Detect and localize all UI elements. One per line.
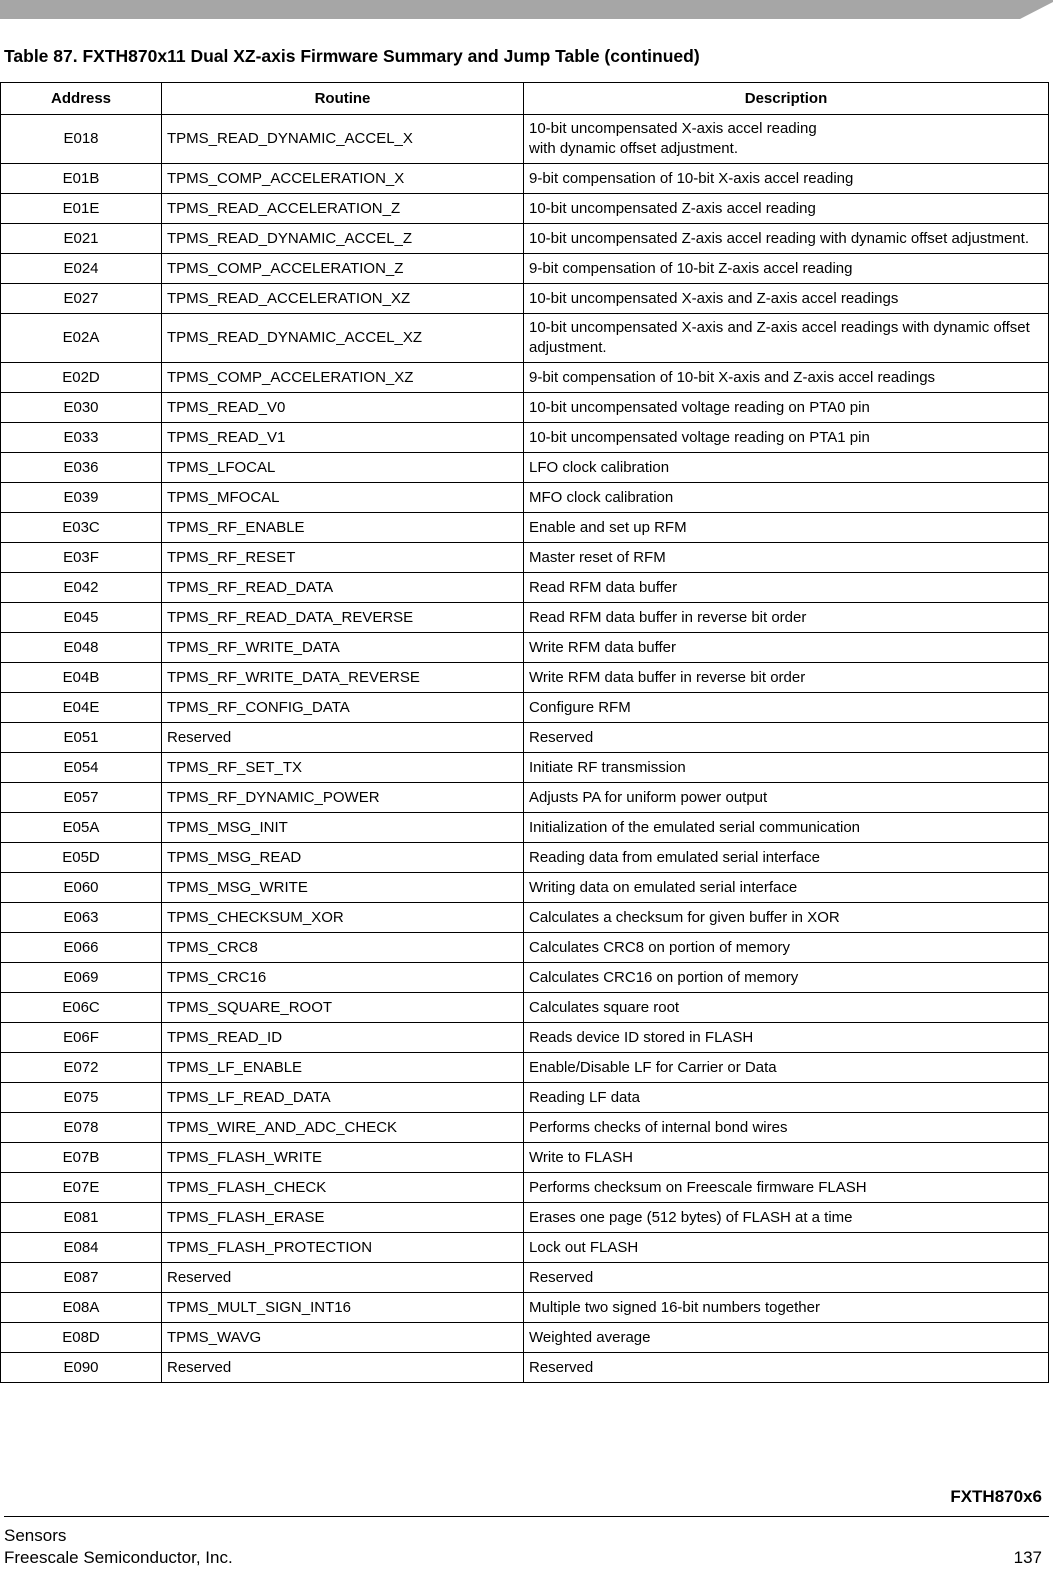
routine-cell: TPMS_WAVG — [162, 1323, 524, 1353]
table-row — [1, 813, 1049, 843]
description-cell: 10-bit uncompensated X-axis and Z-axis accel readings with dynamic offset adjustment. — [524, 314, 1049, 363]
address-cell: E02D — [1, 363, 162, 393]
routine-cell: TPMS_READ_ACCELERATION_XZ — [162, 284, 524, 314]
description-cell: Weighted average — [524, 1323, 1049, 1353]
routine-cell: Reserved — [162, 723, 524, 753]
address-cell: E036 — [1, 453, 162, 483]
table-row — [1, 1143, 1049, 1173]
address-cell: E08A — [1, 1293, 162, 1323]
table-row — [1, 363, 1049, 393]
routine-cell: TPMS_LF_READ_DATA — [162, 1083, 524, 1113]
description-cell: 10-bit uncompensated Z-axis accel reading — [524, 194, 1049, 224]
description-cell: 9-bit compensation of 10-bit Z-axis accel reading — [524, 254, 1049, 284]
address-cell: E018 — [1, 115, 162, 164]
description-cell: 9-bit compensation of 10-bit X-axis accel reading — [524, 164, 1049, 194]
column-header-address: Address — [1, 83, 162, 115]
footer-divider — [4, 1516, 1049, 1517]
footer-category: Sensors — [4, 1526, 67, 1545]
routine-cell: TPMS_LFOCAL — [162, 453, 524, 483]
table-row — [1, 1233, 1049, 1263]
table-row — [1, 1053, 1049, 1083]
description-cell: Calculates a checksum for given buffer in XOR — [524, 903, 1049, 933]
address-cell: E07B — [1, 1143, 162, 1173]
description-cell: Read RFM data buffer — [524, 573, 1049, 603]
table-row — [1, 633, 1049, 663]
routine-cell: TPMS_FLASH_PROTECTION — [162, 1233, 524, 1263]
description-cell: Calculates CRC8 on portion of memory — [524, 933, 1049, 963]
table-title: Table 87. FXTH870x11 Dual XZ-axis Firmware Summary and Jump Table (continued) — [4, 46, 700, 66]
description-cell: Write RFM data buffer in reverse bit order — [524, 663, 1049, 693]
table-row — [1, 663, 1049, 693]
description-cell: 10-bit uncompensated X-axis and Z-axis accel readings — [524, 284, 1049, 314]
routine-cell: TPMS_READ_V0 — [162, 393, 524, 423]
table-row — [1, 194, 1049, 224]
description-cell: Calculates CRC16 on portion of memory — [524, 963, 1049, 993]
address-cell: E024 — [1, 254, 162, 284]
description-cell: Read RFM data buffer in reverse bit order — [524, 603, 1049, 633]
description-cell: Reserved — [524, 1263, 1049, 1293]
address-cell: E072 — [1, 1053, 162, 1083]
description-cell: Enable/Disable LF for Carrier or Data — [524, 1053, 1049, 1083]
table-row — [1, 753, 1049, 783]
address-cell: E01E — [1, 194, 162, 224]
footer-company: Freescale Semiconductor, Inc. — [4, 1548, 233, 1567]
table-row — [1, 224, 1049, 254]
routine-cell: TPMS_READ_V1 — [162, 423, 524, 453]
address-cell: E02A — [1, 314, 162, 363]
description-cell: Write RFM data buffer — [524, 633, 1049, 663]
table-row — [1, 254, 1049, 284]
description-cell: Reserved — [524, 723, 1049, 753]
routine-cell: TPMS_MULT_SIGN_INT16 — [162, 1293, 524, 1323]
routine-cell: TPMS_CHECKSUM_XOR — [162, 903, 524, 933]
routine-cell: TPMS_CRC8 — [162, 933, 524, 963]
footer-part-number: FXTH870x6 — [950, 1487, 1042, 1506]
routine-cell: TPMS_RF_READ_DATA_REVERSE — [162, 603, 524, 633]
address-cell: E021 — [1, 224, 162, 254]
table-row — [1, 1113, 1049, 1143]
description-cell: Adjusts PA for uniform power output — [524, 783, 1049, 813]
table-header-row — [1, 83, 1049, 115]
table-row — [1, 903, 1049, 933]
routine-cell: TPMS_RF_ENABLE — [162, 513, 524, 543]
address-cell: E090 — [1, 1353, 162, 1383]
table-row — [1, 723, 1049, 753]
table-row — [1, 1323, 1049, 1353]
routine-cell: TPMS_RF_READ_DATA — [162, 573, 524, 603]
table-row — [1, 843, 1049, 873]
address-cell: E063 — [1, 903, 162, 933]
description-cell: Performs checks of internal bond wires — [524, 1113, 1049, 1143]
table-row — [1, 453, 1049, 483]
address-cell: E075 — [1, 1083, 162, 1113]
table-row — [1, 1173, 1049, 1203]
description-cell: Multiple two signed 16-bit numbers together — [524, 1293, 1049, 1323]
address-cell: E05A — [1, 813, 162, 843]
routine-cell: TPMS_FLASH_CHECK — [162, 1173, 524, 1203]
address-cell: E066 — [1, 933, 162, 963]
address-cell: E057 — [1, 783, 162, 813]
description-cell: Writing data on emulated serial interface — [524, 873, 1049, 903]
routine-cell: TPMS_RF_WRITE_DATA_REVERSE — [162, 663, 524, 693]
description-cell: 10-bit uncompensated X-axis accel reading with dynamic offset adjustment. — [524, 115, 1049, 164]
table-row — [1, 573, 1049, 603]
table-row — [1, 873, 1049, 903]
routine-cell: TPMS_FLASH_WRITE — [162, 1143, 524, 1173]
table-body — [1, 115, 1049, 1383]
address-cell: E08D — [1, 1323, 162, 1353]
routine-cell: TPMS_READ_DYNAMIC_ACCEL_Z — [162, 224, 524, 254]
address-cell: E084 — [1, 1233, 162, 1263]
description-cell: MFO clock calibration — [524, 483, 1049, 513]
description-cell: 9-bit compensation of 10-bit X-axis and Z-axis accel readings — [524, 363, 1049, 393]
address-cell: E03F — [1, 543, 162, 573]
description-cell: Calculates square root — [524, 993, 1049, 1023]
description-cell: 10-bit uncompensated Z-axis accel reading with dynamic offset adjustment. — [524, 224, 1049, 254]
address-cell: E054 — [1, 753, 162, 783]
column-header-routine: Routine — [162, 83, 524, 115]
address-cell: E01B — [1, 164, 162, 194]
table-row — [1, 963, 1049, 993]
routine-cell: TPMS_RF_RESET — [162, 543, 524, 573]
address-cell: E078 — [1, 1113, 162, 1143]
routine-cell: TPMS_READ_ID — [162, 1023, 524, 1053]
description-cell: Configure RFM — [524, 693, 1049, 723]
address-cell: E04E — [1, 693, 162, 723]
routine-cell: TPMS_READ_DYNAMIC_ACCEL_XZ — [162, 314, 524, 363]
table-row — [1, 993, 1049, 1023]
table-row — [1, 543, 1049, 573]
table-row — [1, 933, 1049, 963]
table-row — [1, 423, 1049, 453]
routine-cell: TPMS_MSG_INIT — [162, 813, 524, 843]
routine-cell: TPMS_RF_CONFIG_DATA — [162, 693, 524, 723]
description-cell: Lock out FLASH — [524, 1233, 1049, 1263]
routine-cell: TPMS_MSG_READ — [162, 843, 524, 873]
address-cell: E07E — [1, 1173, 162, 1203]
address-cell: E03C — [1, 513, 162, 543]
address-cell: E081 — [1, 1203, 162, 1233]
routine-cell: TPMS_COMP_ACCELERATION_Z — [162, 254, 524, 284]
firmware-table — [0, 82, 1049, 1383]
address-cell: E069 — [1, 963, 162, 993]
column-header-description: Description — [524, 83, 1049, 115]
table-row — [1, 513, 1049, 543]
address-cell: E06C — [1, 993, 162, 1023]
description-cell: Enable and set up RFM — [524, 513, 1049, 543]
table-row — [1, 284, 1049, 314]
table-row — [1, 1353, 1049, 1383]
description-cell: Reading data from emulated serial interface — [524, 843, 1049, 873]
description-cell: Master reset of RFM — [524, 543, 1049, 573]
table-row — [1, 1083, 1049, 1113]
routine-cell: TPMS_RF_WRITE_DATA — [162, 633, 524, 663]
description-cell: Reads device ID stored in FLASH — [524, 1023, 1049, 1053]
address-cell: E048 — [1, 633, 162, 663]
description-cell: Performs checksum on Freescale firmware FLASH — [524, 1173, 1049, 1203]
table-row — [1, 393, 1049, 423]
address-cell: E030 — [1, 393, 162, 423]
table-row — [1, 693, 1049, 723]
description-cell: LFO clock calibration — [524, 453, 1049, 483]
routine-cell: TPMS_SQUARE_ROOT — [162, 993, 524, 1023]
description-cell: Initiate RF transmission — [524, 753, 1049, 783]
table-row — [1, 164, 1049, 194]
routine-cell: TPMS_LF_ENABLE — [162, 1053, 524, 1083]
table-row — [1, 483, 1049, 513]
routine-cell: TPMS_RF_DYNAMIC_POWER — [162, 783, 524, 813]
address-cell: E06F — [1, 1023, 162, 1053]
description-cell: 10-bit uncompensated voltage reading on PTA1 pin — [524, 423, 1049, 453]
table-row — [1, 783, 1049, 813]
table-row — [1, 1293, 1049, 1323]
description-cell: Reserved — [524, 1353, 1049, 1383]
description-cell: Reading LF data — [524, 1083, 1049, 1113]
address-cell: E04B — [1, 663, 162, 693]
routine-cell: TPMS_COMP_ACCELERATION_X — [162, 164, 524, 194]
description-cell: Initialization of the emulated serial communication — [524, 813, 1049, 843]
address-cell: E042 — [1, 573, 162, 603]
address-cell: E087 — [1, 1263, 162, 1293]
address-cell: E027 — [1, 284, 162, 314]
routine-cell: TPMS_CRC16 — [162, 963, 524, 993]
description-cell: Write to FLASH — [524, 1143, 1049, 1173]
routine-cell: TPMS_COMP_ACCELERATION_XZ — [162, 363, 524, 393]
address-cell: E060 — [1, 873, 162, 903]
routine-cell: TPMS_READ_DYNAMIC_ACCEL_X — [162, 115, 524, 164]
table-row — [1, 1203, 1049, 1233]
address-cell: E051 — [1, 723, 162, 753]
header-band-shape — [0, 0, 1053, 19]
routine-cell: TPMS_MFOCAL — [162, 483, 524, 513]
table-row — [1, 1263, 1049, 1293]
routine-cell: TPMS_FLASH_ERASE — [162, 1203, 524, 1233]
routine-cell: Reserved — [162, 1353, 524, 1383]
table-row — [1, 115, 1049, 164]
address-cell: E033 — [1, 423, 162, 453]
routine-cell: TPMS_WIRE_AND_ADC_CHECK — [162, 1113, 524, 1143]
table-row — [1, 603, 1049, 633]
address-cell: E045 — [1, 603, 162, 633]
routine-cell: TPMS_MSG_WRITE — [162, 873, 524, 903]
page-number: 137 — [1013, 1548, 1042, 1567]
address-cell: E039 — [1, 483, 162, 513]
routine-cell: TPMS_RF_SET_TX — [162, 753, 524, 783]
description-cell: 10-bit uncompensated voltage reading on PTA0 pin — [524, 393, 1049, 423]
description-cell: Erases one page (512 bytes) of FLASH at a time — [524, 1203, 1049, 1233]
routine-cell: Reserved — [162, 1263, 524, 1293]
table-row — [1, 1023, 1049, 1053]
address-cell: E05D — [1, 843, 162, 873]
header-band — [0, 0, 1053, 19]
table-row — [1, 314, 1049, 363]
routine-cell: TPMS_READ_ACCELERATION_Z — [162, 194, 524, 224]
